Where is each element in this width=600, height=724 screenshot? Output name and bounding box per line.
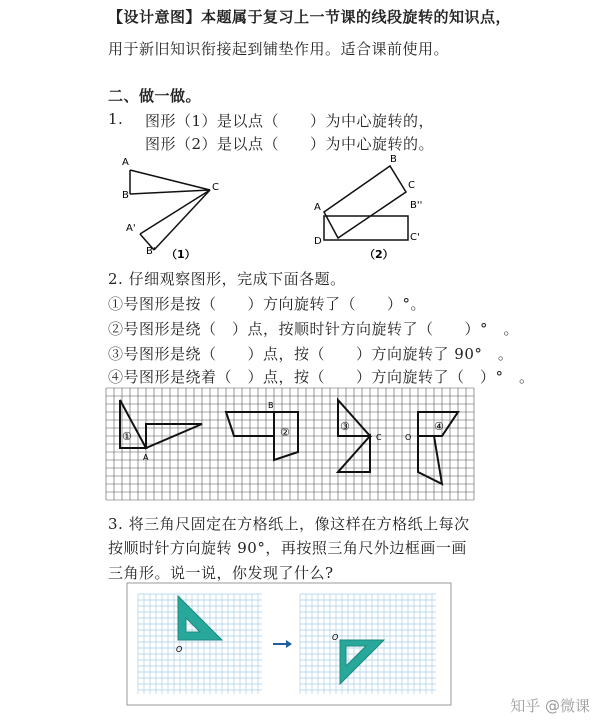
fig1-label-c: C: [212, 182, 219, 193]
fig2-label-b: B: [390, 154, 397, 165]
section-title: 二、做一做。: [108, 87, 202, 105]
q1-line-2: 图形（2）是以点（ ）为中心旋转的。: [145, 135, 435, 153]
q3-illustration: [126, 582, 452, 706]
shape-3-label: ③: [340, 420, 350, 433]
intro-line-2: 用于新旧知识衔接起到铺垫作用。适合课前使用。: [108, 40, 450, 58]
q3-label-o-right: O: [332, 633, 339, 642]
shape-3-point-c: C: [376, 433, 382, 442]
watermark: 知乎 @微课: [510, 697, 590, 715]
q3-label-o-left: O: [176, 645, 183, 654]
shape-1-point-a: A: [143, 453, 149, 462]
fig1-label-a-prime: A': [126, 223, 136, 234]
fig1-label-b-prime: B': [146, 246, 156, 257]
figure-1: [110, 150, 230, 262]
shape-2-label: ②: [280, 426, 290, 439]
q2-title: 2. 仔细观察图形，完成下面各题。: [108, 270, 346, 288]
q2-item-2: ②号图形是绕（ ）点，按顺时针方向旋转了（ ）° 。: [108, 320, 520, 338]
q3-line-3: 三角形。说一说，你发现了什么?: [108, 564, 334, 582]
fig2-label-a: A: [314, 202, 321, 213]
fig2-label-b-double-prime: B'': [410, 200, 423, 211]
q1-line-1: 图形（1）是以点（ ）为中心旋转的，: [145, 112, 435, 130]
fig2-label-d: D: [314, 236, 322, 247]
fig1-caption: （1）: [166, 248, 196, 261]
shape-4-point-o: O: [405, 433, 412, 442]
q1-number: 1.: [108, 110, 124, 128]
shape-1-label: ①: [122, 430, 132, 443]
q2-item-4: ④号图形是绕着（ ）点，按（ ）方向旋转了（ ）° 。: [108, 368, 535, 386]
q2-grid-figure: [104, 386, 484, 502]
q2-item-3: ③号图形是绕（ ）点，按（ ）方向旋转了 90° 。: [108, 345, 514, 363]
q3-line-1: 3. 将三角尺固定在方格纸上，像这样在方格纸上每次: [108, 515, 470, 533]
fig1-label-a: A: [122, 157, 129, 168]
intro-line-1: 【设计意图】本题属于复习上一节课的线段旋转的知识点，: [108, 8, 512, 26]
fig2-label-c-prime: C': [410, 232, 420, 243]
shape-4-label: ④: [434, 420, 444, 433]
shape-2-point-b: B: [268, 401, 274, 410]
fig1-label-b: B: [122, 190, 129, 201]
fig2-label-c: C: [408, 180, 415, 191]
q3-line-2: 按顺时针方向旋转 90°，再按照三角尺外边框画一画: [108, 539, 467, 557]
figure-2: [308, 150, 438, 262]
q2-item-1: ①号图形是按（ ）方向旋转了（ ）°。: [108, 295, 427, 313]
fig2-caption: （2）: [364, 248, 394, 261]
